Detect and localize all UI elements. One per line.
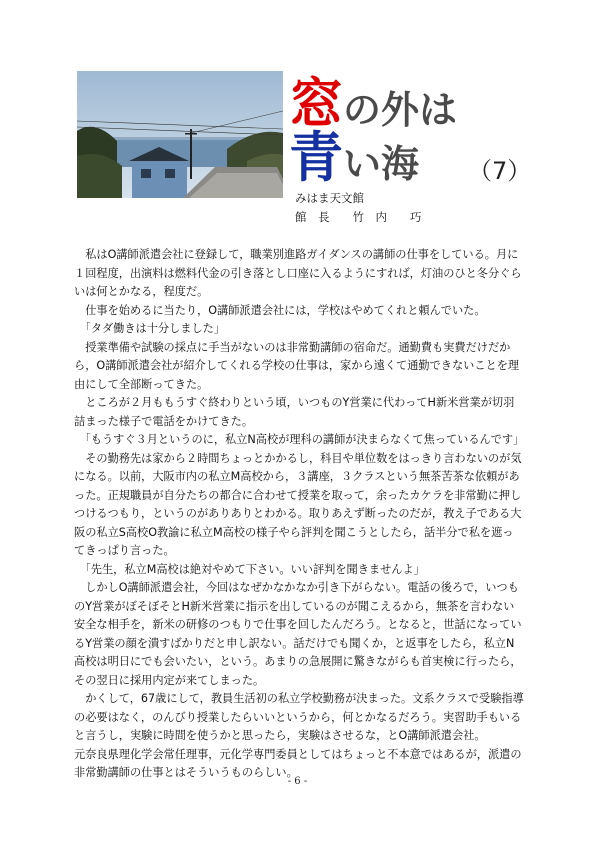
paragraph: しかしO講師派遣会社，今回はなぜかなかなか引き下がらない。電話の後ろで，いつものY営業がぼそぼそとH新米営業に指示を出しているのが聞こえるから，無茶を言わない安全な相手を，新米の研修のつもりで仕事を回したんだろう。となると，世話になっているY営業の顔を潰すばかりだと申し訳ない。話だけでも聞くか，と返事をしたら，私立N高校は明日にでも会いたい，という。あまりの急展開に驚きながらも首実検に行ったら，その翌日に採用内定が来てしまった。 xyxy=(74,581,522,687)
issue-number: （7） xyxy=(468,157,532,185)
byline-org: みはま天文館 xyxy=(295,191,364,205)
title-line-2 xyxy=(289,125,420,189)
title-text-2: い海 xyxy=(343,142,420,186)
paragraph: 授業準備や試験の採点に手当がないのは非常勤講師の宿命だ。通勤費も実費だけだから，O講師派遣会社が紹介してくれる学校の仕事は，家から遠くて通勤できないことを理由にして全部断ってきた。 xyxy=(74,340,520,391)
paragraph: 「先生，私立M高校は絶対やめて下さい。いい評判を聞きませんよ」 xyxy=(74,562,425,576)
paragraph: かくして，67歳にして，教員生活初の私立学校勤務が決まった。文系クラスで受験指導の必要はなく，のんびり授業したらいいというから，何とかなるだろう。実習助手もいると言うし，実験に時間を使うかと思ったら，実験はさせるな，とO講師派遣会社。 xyxy=(74,692,524,742)
page-number: - 6 - xyxy=(287,776,308,787)
paragraph: 仕事を始めるに当たり，O講師派遣会社には，学校はやめてくれと頼んでいた。 xyxy=(74,303,486,317)
paragraph: その勤務先は家から２時間ちょっとかかるし，科目や単位数をはっきり言わないのが気になる。以前，大阪市内の私立M高校から，３講座，３クラスという無茶苦茶な依頼があった。正規職員が自分たちの都合に合わせて授業を取って，余ったカケラを非常勤に押しつけるつもり，というのがありありとわかる。取りあえず断ったのだが，教え子である大阪の私立S高校O教諭に私立M高校の様子やら評判を聞こうとしたら，話半分で私を遮ってきっぱり言った。 xyxy=(74,451,522,557)
title-char-blue: 青 xyxy=(289,125,343,189)
paragraph: 元奈良県理化学会常任理事，元化学専門委員としてはちょっと不本意ではあるが，派遣の非常勤講師の仕事とはそういうものらしい。 xyxy=(74,747,522,779)
title-text-1: の外は xyxy=(343,88,458,132)
article-body xyxy=(74,246,524,783)
title-char-window: 窓 xyxy=(289,71,343,135)
paragraph: 「タダ働きは十分しました」 xyxy=(74,322,226,335)
paragraph: 「もうすぐ３月というのに，私立N高校が理科の講師が決まらなくて焦っているんです」 xyxy=(74,433,525,446)
byline-author: 館 長 竹 内 巧 xyxy=(295,210,422,224)
paragraph: ところが２月ももうすぐ終わりという頃，いつものY営業に代わってH新米営業が切羽詰まった様子で電話をかけてきた。 xyxy=(74,396,515,428)
paragraph: 私はO講師派遣会社に登録して，職業別進路ガイダンスの講師の仕事をしている。月に１回程度，出演料は燃料代金の引き落とし口座に入るようにすれば，灯油のひと冬分ぐらいは何とかなる，程度だ。 xyxy=(74,248,522,298)
title-line-1 xyxy=(289,71,458,135)
header-photo xyxy=(77,71,283,198)
